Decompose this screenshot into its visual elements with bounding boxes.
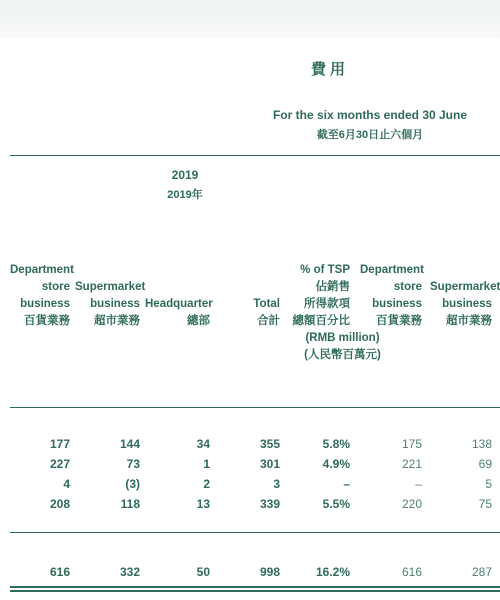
col-header-headquarter-2019: Headquarter 總部	[145, 298, 213, 327]
cell-headquarter-2019: 1	[203, 457, 210, 471]
period-label-en: For the six months ended 30 June	[272, 108, 468, 122]
cell-headquarter-2019: 2	[203, 477, 210, 491]
period-label-zh: 截至6月30日止六個月	[316, 129, 424, 141]
cell-supermarket-2018: 138	[471, 437, 492, 451]
cell-total-2019: 355	[259, 437, 280, 451]
total-supermarket-2019: 332	[119, 565, 140, 579]
column-header-rule	[10, 407, 500, 408]
cell-total-2019: 3	[273, 477, 280, 491]
cell-dept-2019: 4	[63, 477, 70, 491]
cell-supermarket-2019: (3)	[125, 477, 140, 491]
total-headquarter-2019: 50	[196, 565, 210, 579]
cell-supermarket-2019: 118	[120, 497, 140, 511]
section-title: 費用	[310, 61, 349, 78]
cell-dept-2018: 175	[401, 437, 422, 451]
col-header-supermarket-2018: Supermarket business 超市業務	[430, 281, 500, 327]
year-label-zh: 2019年	[167, 189, 203, 201]
total-dept-2018: 616	[401, 565, 422, 579]
double-rule-bottom	[10, 590, 500, 592]
cell-supermarket-2018: 75	[478, 497, 492, 511]
cell-dept-2019: 208	[49, 497, 70, 511]
cell-dept-2018: –	[415, 477, 422, 491]
cell-total-2019: 339	[259, 497, 280, 511]
col-header-pct-tsp: % of TSP 佔銷售 所得款項 總額百分比	[292, 264, 350, 327]
cell-supermarket-2019: 73	[126, 457, 140, 471]
col-header-supermarket-2019: Supermarket business 超市業務	[75, 281, 146, 327]
col-header-dept-2018: Department store business 百貨業務	[360, 264, 424, 327]
cell-total-2019: 301	[259, 457, 280, 471]
cell-dept-2018: 221	[401, 457, 422, 471]
subtotal-rule	[10, 532, 500, 533]
total-supermarket-2018: 287	[471, 565, 492, 579]
cell-pct-tsp: 4.9%	[322, 457, 350, 471]
total-total-2019: 998	[259, 565, 280, 579]
total-pct-tsp: 16.2%	[315, 565, 350, 579]
cell-dept-2019: 227	[49, 457, 70, 471]
total-dept-2019: 616	[49, 565, 70, 579]
cell-pct-tsp: –	[343, 477, 350, 491]
unit-label: (RMB million) (人民幣百萬元)	[304, 332, 381, 361]
cell-dept-2018: 220	[401, 497, 422, 511]
double-rule-top	[10, 586, 500, 588]
col-header-total-2019: Total 合計	[253, 298, 280, 327]
col-header-dept-2019: Department store business 百貨業務	[10, 264, 74, 327]
top-band	[0, 0, 500, 38]
cell-headquarter-2019: 34	[196, 437, 210, 451]
cell-headquarter-2019: 13	[196, 497, 210, 511]
cell-supermarket-2019: 144	[119, 437, 140, 451]
header-rule	[10, 155, 500, 156]
cell-supermarket-2018: 69	[478, 457, 492, 471]
cell-supermarket-2018: 5	[485, 477, 492, 491]
cell-pct-tsp: 5.5%	[322, 497, 350, 511]
cell-pct-tsp: 5.8%	[322, 437, 350, 451]
cell-dept-2019: 177	[49, 437, 70, 451]
year-label-en: 2019	[171, 168, 199, 182]
